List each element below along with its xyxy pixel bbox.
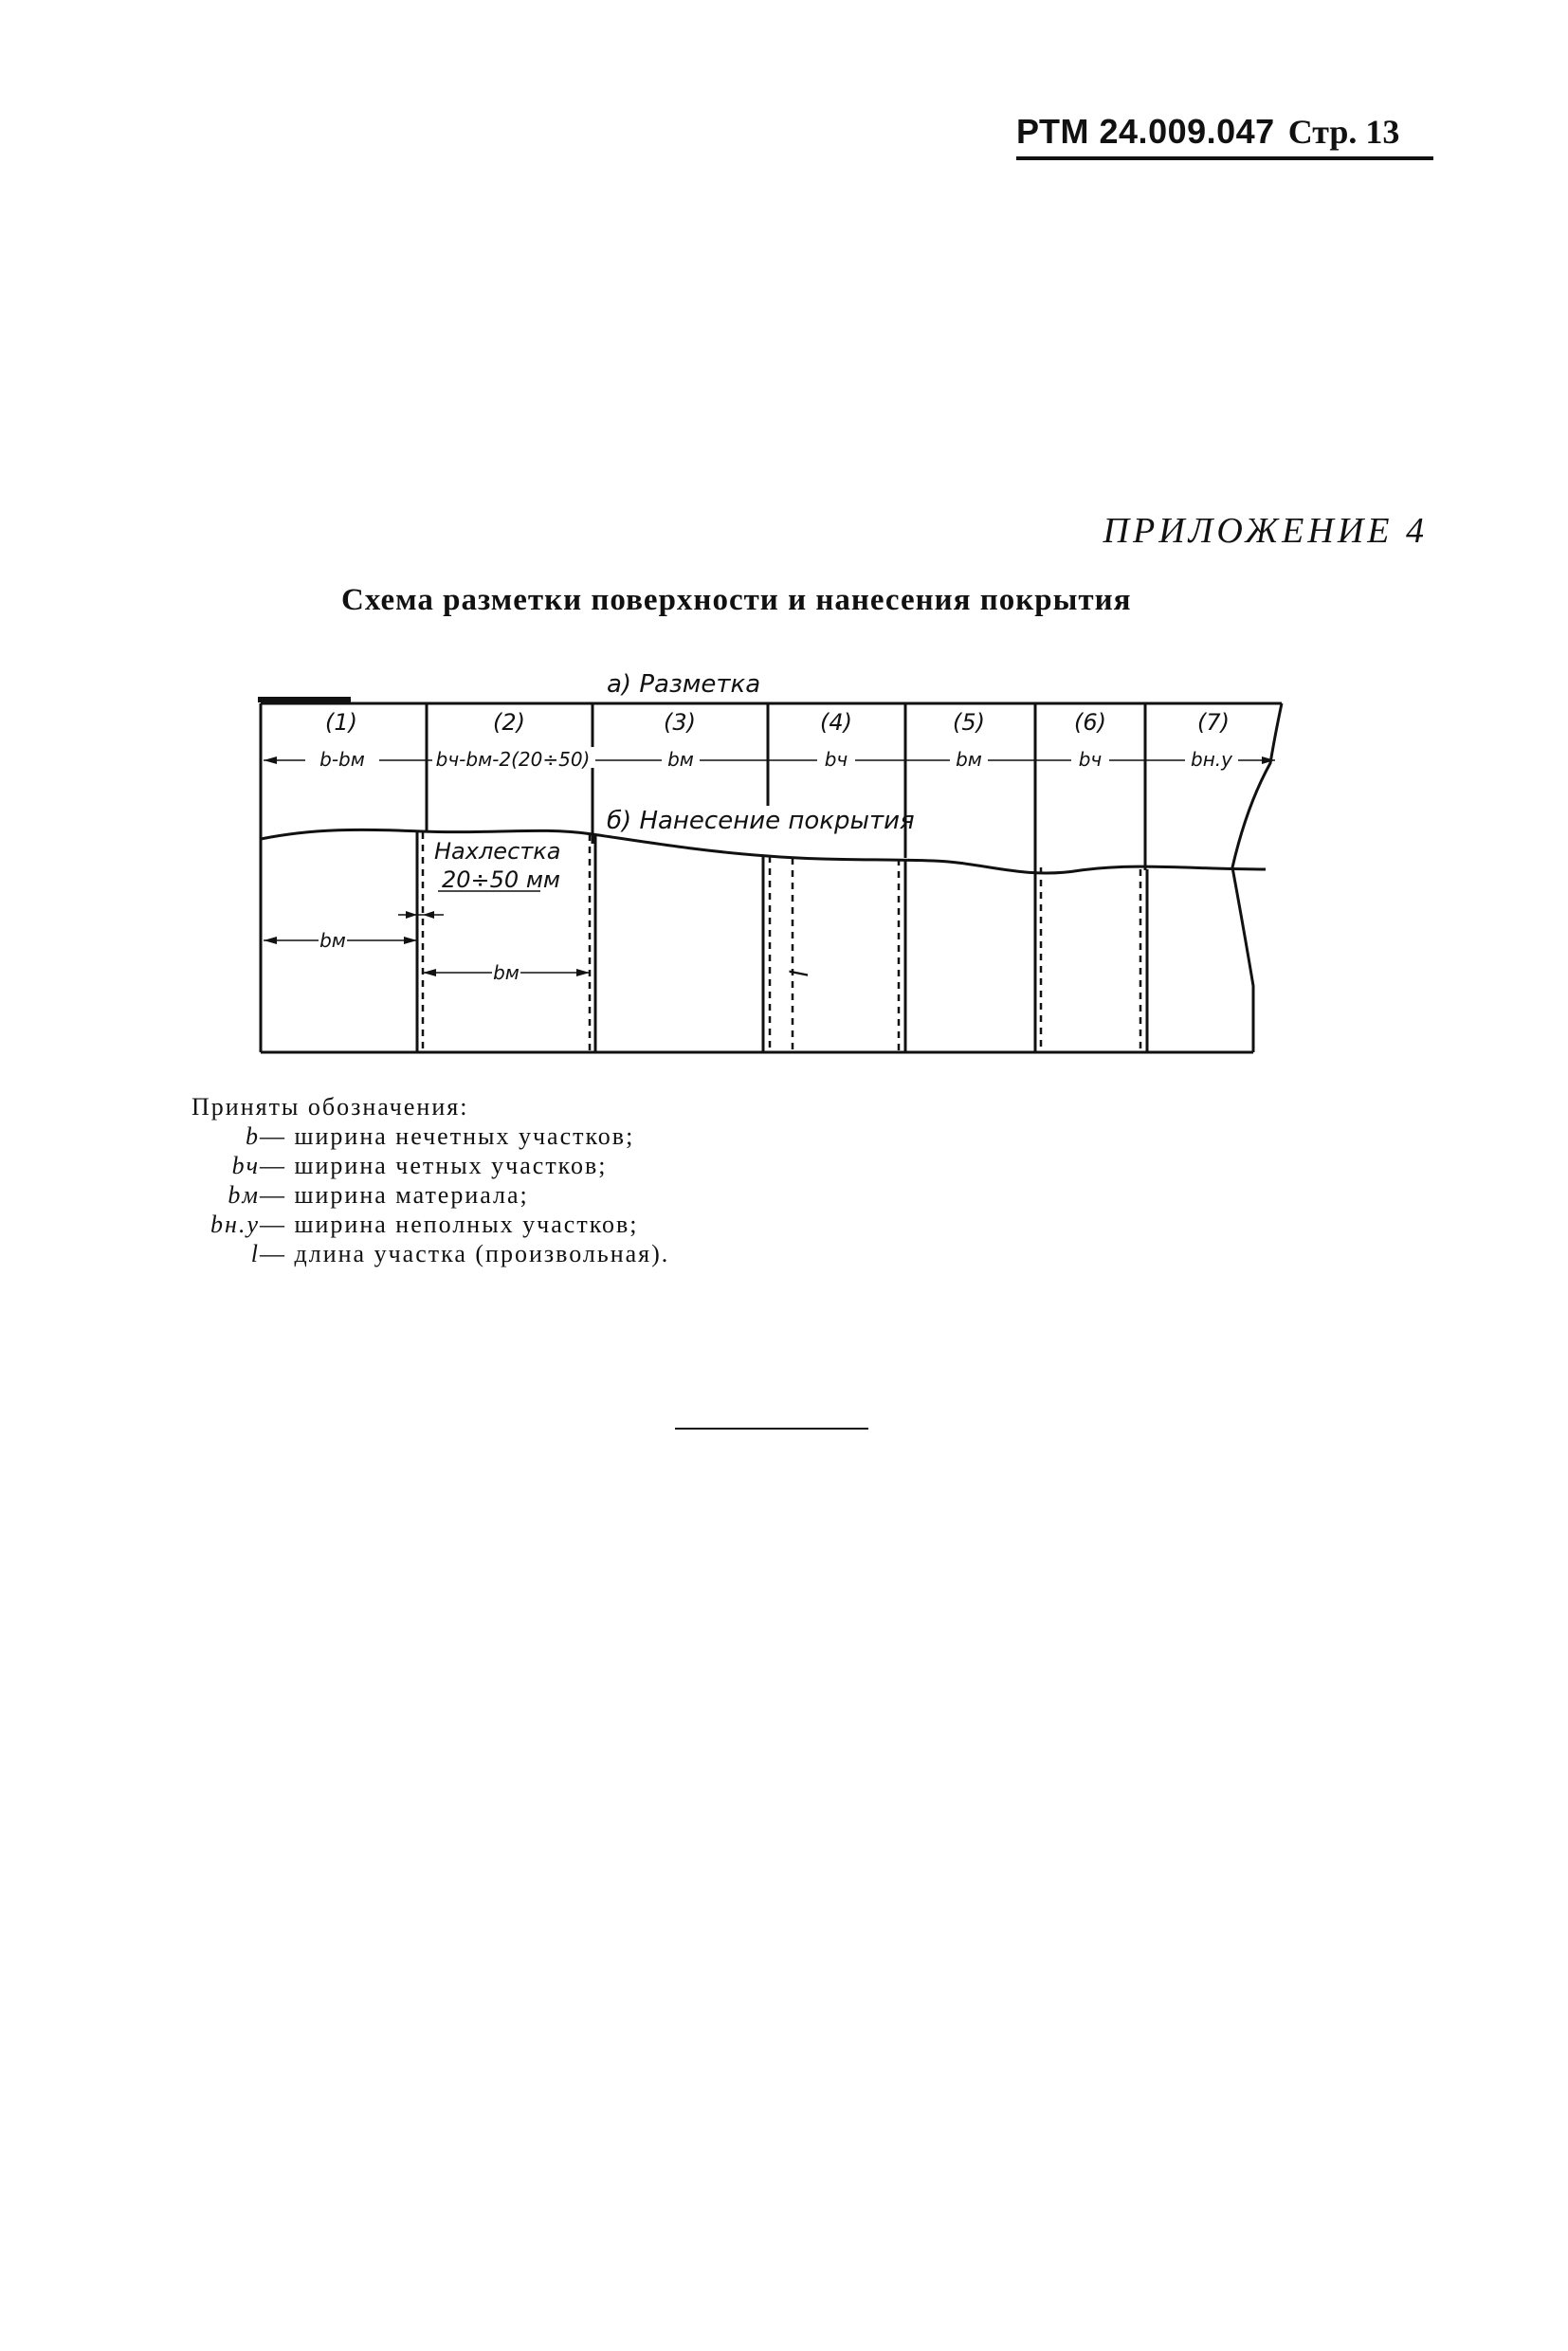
label-coating: б) Нанесение покрытия bbox=[607, 807, 915, 835]
overlap-value: 20÷50 мм bbox=[442, 866, 561, 893]
section-number: (2) bbox=[493, 709, 525, 736]
section-number: (1) bbox=[325, 709, 357, 736]
legend-text: — ширина неполных участков; bbox=[260, 1211, 639, 1238]
legend-text: — ширина нечетных участков; bbox=[260, 1122, 635, 1150]
legend bbox=[171, 1092, 670, 1268]
section-number: (7) bbox=[1197, 709, 1230, 736]
legend-symbol: bн.у bbox=[210, 1211, 260, 1238]
width-label: b-bм bbox=[319, 748, 365, 771]
section-number: (3) bbox=[664, 709, 696, 736]
width-label: bч bbox=[1078, 748, 1103, 771]
overlap-label: Нахлестка bbox=[434, 838, 561, 865]
scheme-title: Схема разметки поверхности и нанесения покрытия bbox=[341, 583, 1132, 617]
legend-item bbox=[171, 1210, 639, 1239]
legend-item bbox=[171, 1121, 635, 1151]
legend-text: — ширина материала; bbox=[260, 1181, 529, 1209]
section-number: (6) bbox=[1074, 709, 1106, 736]
legend-symbol: l bbox=[250, 1240, 260, 1267]
legend-text: — длина участка (произвольная). bbox=[260, 1240, 670, 1267]
appendix-label: ПРИЛОЖЕНИЕ 4 bbox=[1103, 511, 1428, 551]
legend-symbol: b bbox=[246, 1122, 260, 1150]
legend-item bbox=[171, 1180, 529, 1210]
width-label: bн.у bbox=[1191, 748, 1232, 771]
document-code: РТМ 24.009.047 bbox=[1016, 112, 1275, 151]
frame-right-break bbox=[1232, 703, 1282, 1052]
legend-heading: Приняты обозначения: bbox=[191, 1093, 469, 1121]
legend-item bbox=[171, 1239, 670, 1268]
legend-item bbox=[171, 1151, 608, 1180]
legend-symbol: bч bbox=[231, 1152, 260, 1179]
width-label: bч-bм-2(20÷50) bbox=[435, 748, 591, 771]
legend-text: — ширина четных участков; bbox=[260, 1152, 608, 1179]
label-marking: а) Разметка bbox=[607, 670, 761, 699]
material-width-label: bм bbox=[493, 961, 520, 984]
width-label: bч bbox=[824, 748, 848, 771]
width-label: bм bbox=[667, 748, 694, 771]
length-label: l bbox=[786, 970, 814, 977]
section-number: (5) bbox=[953, 709, 985, 736]
legend-symbol: bм bbox=[228, 1181, 260, 1209]
end-divider bbox=[675, 1428, 868, 1430]
page-number: Стр. 13 bbox=[1287, 113, 1400, 151]
material-width-label: bм bbox=[319, 929, 346, 952]
section-number: (4) bbox=[820, 709, 852, 736]
width-label: bм bbox=[956, 748, 982, 771]
